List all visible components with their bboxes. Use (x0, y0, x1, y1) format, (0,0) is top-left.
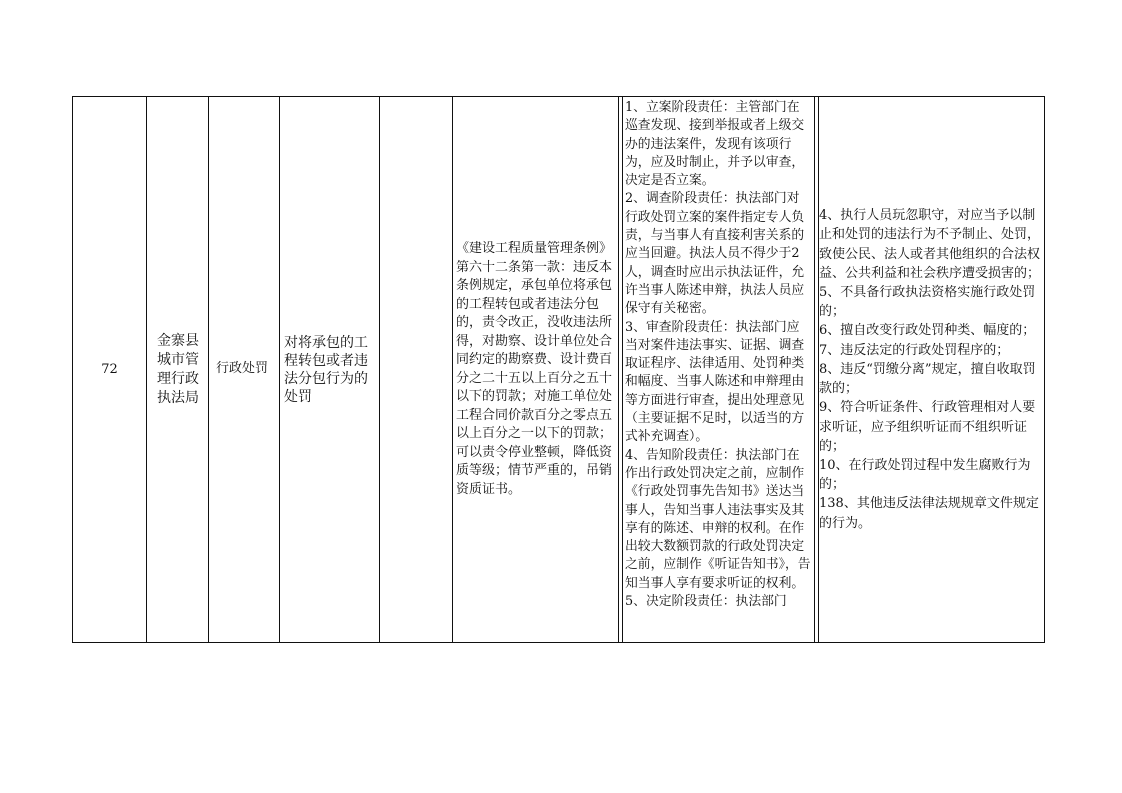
responsibility-text: 1、立案阶段责任：主管部门在巡查发现、接到举报或者上级交办的违法案件，发现有该项行为，应及时制止，并予以审查，决定是否立案。 2、调查阶段责任：执法部门对行政处罚立案的案件指定专人负责，与当事人有直接利害关系的应当回避。执法人员不得少于2人，调查时应出示执法证件，允许当事人陈述申辩，执法人员应保守有关秘密。 3、审查阶段责任：执法部门应当对案件违法事实、证据、调查取证程序、法律适用、处罚种类和幅度、当事人陈述和申辩理由等方面进行审查，提出处理意见（主要证据不足时，以适当的方式补充调查）。 4、告知阶段责任：执法部门在作出行政处罚决定之前，应制作《行政处罚事先告知书》送达当事人，告知当事人违法事实及其享有的陈述、申辩的权利。在作出较大数额罚款的行政处罚决定之前，应制作《听证告知书》，告知当事人享有要求听证的权利。 5、决定阶段责任：执法部门 (625, 100, 811, 610)
department-name: 金寨县城市管理行政执法局 (157, 332, 199, 406)
column-legal-basis (452, 97, 618, 642)
column-department (146, 97, 208, 642)
power-item-name: 对将承包的工程转包或者违法分包行为的处罚 (284, 334, 368, 405)
column-number (73, 97, 146, 642)
responsibility-table (72, 96, 1045, 643)
column-accountability (818, 97, 1044, 642)
legal-basis-text: 《建设工程质量管理条例》第六十二条第一款：违反本条例规定，承包单位将承包的工程转包或者违法分包的，责令改正，没收违法所得，对勘察、设计单位处合同约定的勘察费、设计费百分之二十五以上百分之五十以下的罚款；对施工单位处工程合同价款百分之零点五以上百分之一以下的罚款；可以责令停业整顿，降低资质等级；情节严重的，吊销资质证书。 (456, 241, 613, 497)
accountability-text: 4、执行人员玩忽职守，对应当予以制止和处罚的违法行为不予制止、处罚，致使公民、法人或者其他组织的合法权益、公共利益和社会秩序遭受损害的； 5、不具备行政执法资格实施行政处罚的； 6、擅自改变行政处罚种类、幅度的； 7、违反法定的行政处罚程序的； 8、违反“罚缴分离”规定，擅自收取罚款的； 9、符合听证条件、行政管理相对人要求听证，应予组织听证而不组织听证的； 10、在行政处罚过程中发生腐败行为的； 138、其他违反法律法规规章文件规定的行为。 (819, 208, 1041, 531)
row-number: 72 (101, 362, 118, 377)
column-sub-item (379, 97, 452, 642)
column-responsibilities (618, 97, 818, 642)
power-category: 行政处罚 (216, 361, 269, 377)
column-item (279, 97, 379, 642)
column-category (208, 97, 279, 642)
